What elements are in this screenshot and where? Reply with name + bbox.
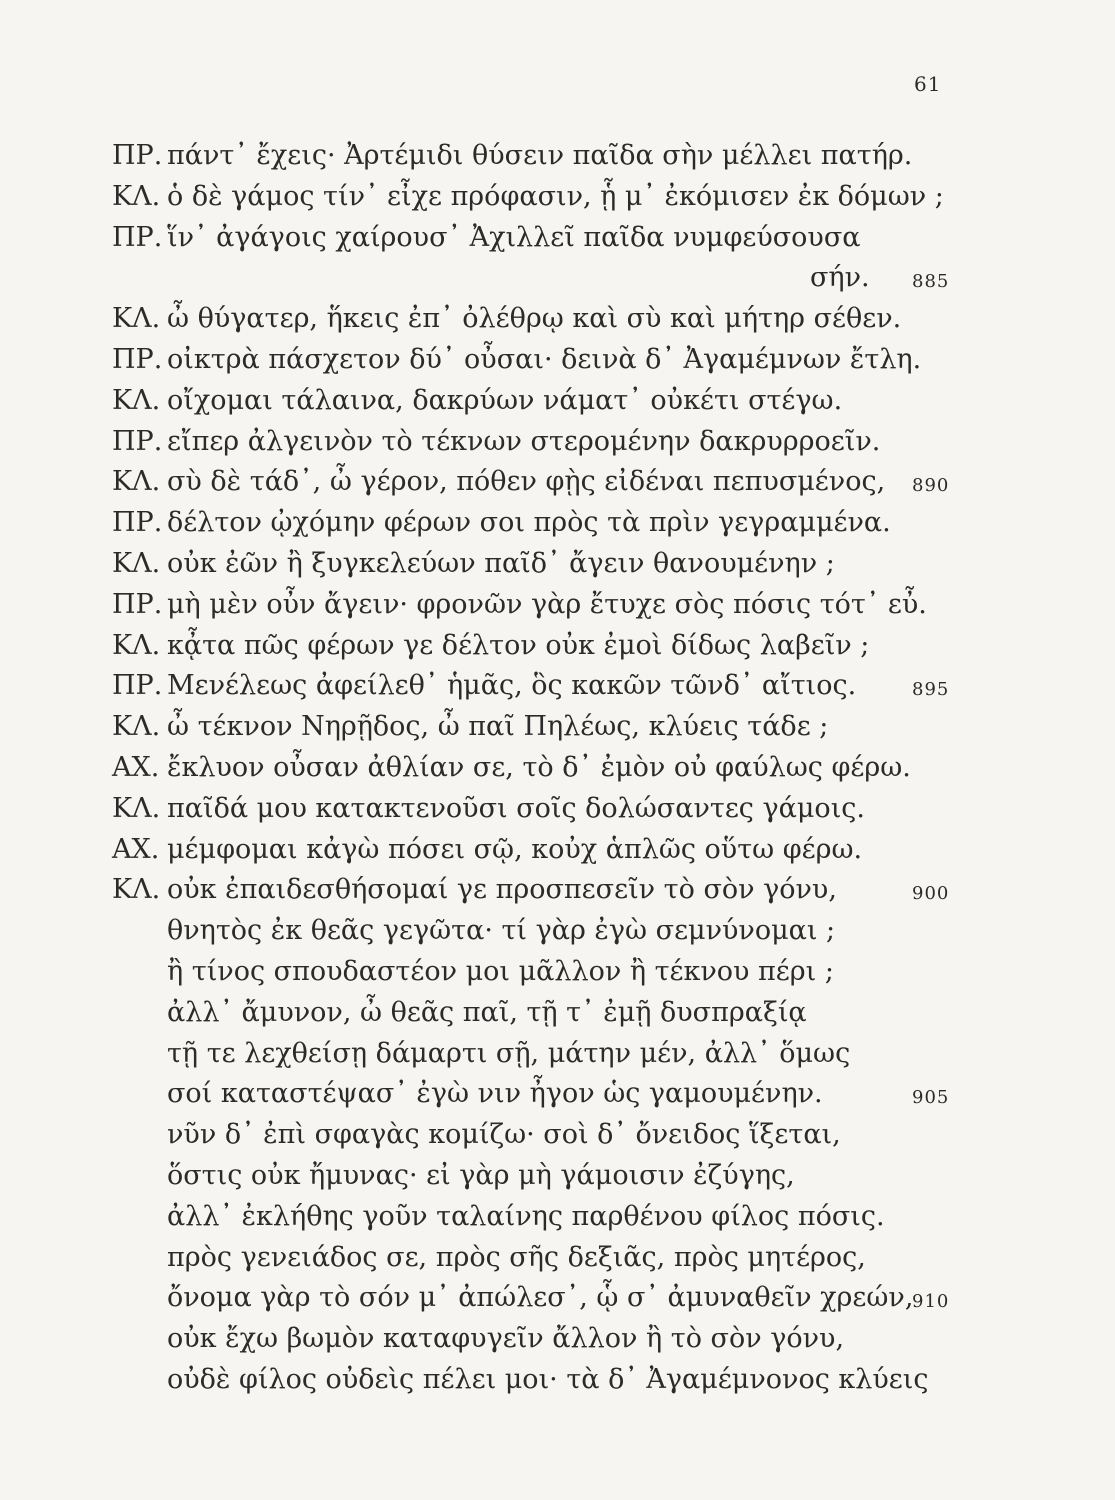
verse-line <box>112 381 972 422</box>
verse-line <box>112 1278 972 1319</box>
verse-text: εἴπερ ἀλγεινὸν τὸ τέκνων στερομένην δακρυρροεῖν. <box>167 425 881 457</box>
line-number: 900 <box>912 883 950 905</box>
verse-line <box>112 911 972 952</box>
speaker-label: ΚΛ. <box>112 874 161 906</box>
verse-text: πρὸς γενειάδος σε, πρὸς σῆς δεξιᾶς, πρὸς μητέρος, <box>167 1241 866 1273</box>
verse-line <box>112 626 972 667</box>
verse-line <box>112 585 972 626</box>
speaker-label: ΠΡ. <box>112 507 163 539</box>
verse-line <box>112 1034 972 1075</box>
speaker-label: ΠΡ. <box>112 221 163 253</box>
verse-text: οὐκ ἐῶν ἢ ξυγκελεύων παῖδ᾽ ἄγειν θανουμένην ; <box>167 547 835 579</box>
verse-block <box>112 136 972 1401</box>
verse-line <box>112 830 972 871</box>
speaker-label: ΚΛ. <box>112 303 161 335</box>
verse-text: θνητὸς ἐκ θεᾶς γεγῶτα· τί γὰρ ἐγὼ σεμνύνομαι ; <box>167 915 836 947</box>
verse-text: σὺ δὲ τάδ᾽, ὦ γέρον, πόθεν φῂς εἰδέναι πεπυσμένος, <box>167 466 886 498</box>
verse-line <box>112 1360 972 1401</box>
verse-text: ἔκλυον οὖσαν ἀθλίαν σε, τὸ δ᾽ ἐμὸν οὐ φαύλως φέρω. <box>167 751 911 783</box>
verse-line <box>112 340 972 381</box>
speaker-label: ΠΡ. <box>112 140 163 171</box>
speaker-label: ΚΛ. <box>112 547 161 579</box>
verse-text: κᾆτα πῶς φέρων γε δέλτον οὐκ ἐμοὶ δίδως λαβεῖν ; <box>167 629 870 661</box>
verse-text: ὦ τέκνον Νηρῇδος, ὦ παῖ Πηλέως, κλύεις τάδε ; <box>167 711 829 743</box>
verse-text: τῇ τε λεχθείσῃ δάμαρτι σῇ, μάτην μέν, ἀλλ᾽ ὅμως <box>167 1037 851 1069</box>
speaker-label: ΚΛ. <box>112 180 161 212</box>
verse-text: ἵν᾽ ἀγάγοις χαίρουσ᾽ Ἀχιλλεῖ παῖδα νυμφεύσουσα <box>167 221 861 253</box>
verse-line <box>112 1115 972 1156</box>
speaker-label: ΠΡ. <box>112 343 163 375</box>
speaker-label: ΚΛ. <box>112 629 161 661</box>
verse-text: σήν. <box>810 262 870 294</box>
speaker-label: ΑΧ. <box>112 833 160 865</box>
speaker-label: ΠΡ. <box>112 588 163 620</box>
verse-text: Μενέλεως ἀφείλεθ᾽ ἡμᾶς, ὃς κακῶν τῶνδ᾽ αἴτιος. <box>167 670 857 702</box>
verse-line <box>112 707 972 748</box>
speaker-label: ΚΛ. <box>112 384 161 416</box>
line-number: 895 <box>912 679 950 701</box>
verse-line <box>112 789 972 830</box>
verse-line <box>112 503 972 544</box>
verse-line <box>112 1319 972 1360</box>
verse-text: πάντ᾽ ἔχεις· Ἀρτέμιδι θύσειν παῖδα σὴν μέλλει πατήρ. <box>167 140 913 171</box>
verse-text: μὴ μὲν οὖν ἄγειν· φρονῶν γὰρ ἔτυχε σὸς πόσις τότ᾽ εὖ. <box>167 588 927 620</box>
verse-line <box>112 1238 972 1279</box>
verse-text: οὐκ ἔχω βωμὸν καταφυγεῖν ἄλλον ἢ τὸ σὸν γόνυ, <box>167 1323 845 1355</box>
verse-line <box>112 748 972 789</box>
verse-text: σοί καταστέψασ᾽ ἐγὼ νιν ἦγον ὡς γαμουμένην. <box>167 1078 823 1110</box>
verse-text: ὄνομα γὰρ τὸ σόν μ᾽ ἀπώλεσ᾽, ᾧ σ᾽ ἀμυναθεῖν χρεών, <box>167 1282 914 1314</box>
line-number: 910 <box>912 1291 950 1313</box>
speaker-label: ΑΧ. <box>112 751 160 783</box>
verse-text: οὐδὲ φίλος οὐδεὶς πέλει μοι· τὰ δ᾽ Ἀγαμέμνονος κλύεις <box>167 1363 929 1395</box>
verse-line <box>112 993 972 1034</box>
verse-line <box>112 136 972 177</box>
verse-line <box>112 1197 972 1238</box>
verse-line <box>112 422 972 463</box>
verse-line <box>112 952 972 993</box>
verse-line <box>112 177 972 218</box>
verse-text: παῖδά μου κατακτενοῦσι σοῖς δολώσαντες γάμοις. <box>167 792 865 824</box>
verse-line <box>112 299 972 340</box>
page-number: 61 <box>914 72 942 96</box>
verse-text: ἢ τίνος σπουδαστέον μοι μᾶλλον ἢ τέκνου πέρι ; <box>167 955 834 987</box>
verse-line <box>112 462 972 503</box>
speaker-label: ΚΛ. <box>112 792 161 824</box>
verse-text: δέλτον ᾠχόμην φέρων σοι πρὸς τὰ πρὶν γεγραμμένα. <box>167 507 891 539</box>
speaker-label: ΠΡ. <box>112 425 163 457</box>
verse-line <box>112 218 972 259</box>
verse-line <box>112 870 972 911</box>
speaker-label: ΚΛ. <box>112 711 161 743</box>
verse-text: οἴχομαι τάλαινα, δακρύων νάματ᾽ οὐκέτι στέγω. <box>167 384 843 416</box>
verse-text: οἰκτρὰ πάσχετον δύ᾽ οὖσαι· δεινὰ δ᾽ Ἀγαμέμνων ἔτλη. <box>167 343 922 375</box>
verse-line <box>112 666 972 707</box>
verse-text: οὐκ ἐπαιδεσθήσομαί γε προσπεσεῖν τὸ σὸν γόνυ, <box>167 874 837 906</box>
verse-text: ἀλλ᾽ ἄμυνον, ὦ θεᾶς παῖ, τῇ τ᾽ ἐμῇ δυσπραξίᾳ <box>167 996 807 1028</box>
verse-text: ἀλλ᾽ ἐκλήθης γοῦν ταλαίνης παρθένου φίλος πόσις. <box>167 1200 885 1232</box>
verse-text: μέμφομαι κἀγὼ πόσει σῷ, κοὐχ ἁπλῶς οὕτω φέρω. <box>167 833 863 865</box>
speaker-label: ΚΛ. <box>112 466 161 498</box>
line-number: 885 <box>912 271 950 293</box>
verse-text: ὅστις οὐκ ἤμυνας· εἰ γὰρ μὴ γάμοισιν ἐζύγης, <box>167 1159 795 1191</box>
verse-line <box>112 258 972 299</box>
verse-text: ὦ θύγατερ, ἥκεις ἐπ᾽ ὀλέθρῳ καὶ σὺ καὶ μήτηρ σέθεν. <box>167 303 902 335</box>
verse-text: ὁ δὲ γάμος τίν᾽ εἶχε πρόφασιν, ᾗ μ᾽ ἐκόμισεν ἐκ δόμων ; <box>167 180 944 212</box>
verse-line <box>112 1074 972 1115</box>
line-number: 905 <box>912 1087 950 1109</box>
line-number: 890 <box>912 475 950 497</box>
verse-line <box>112 544 972 585</box>
speaker-label: ΠΡ. <box>112 670 163 702</box>
verse-text: νῦν δ᾽ ἐπὶ σφαγὰς κομίζω· σοὶ δ᾽ ὄνειδος ἵξεται, <box>167 1119 841 1151</box>
verse-line <box>112 1156 972 1197</box>
